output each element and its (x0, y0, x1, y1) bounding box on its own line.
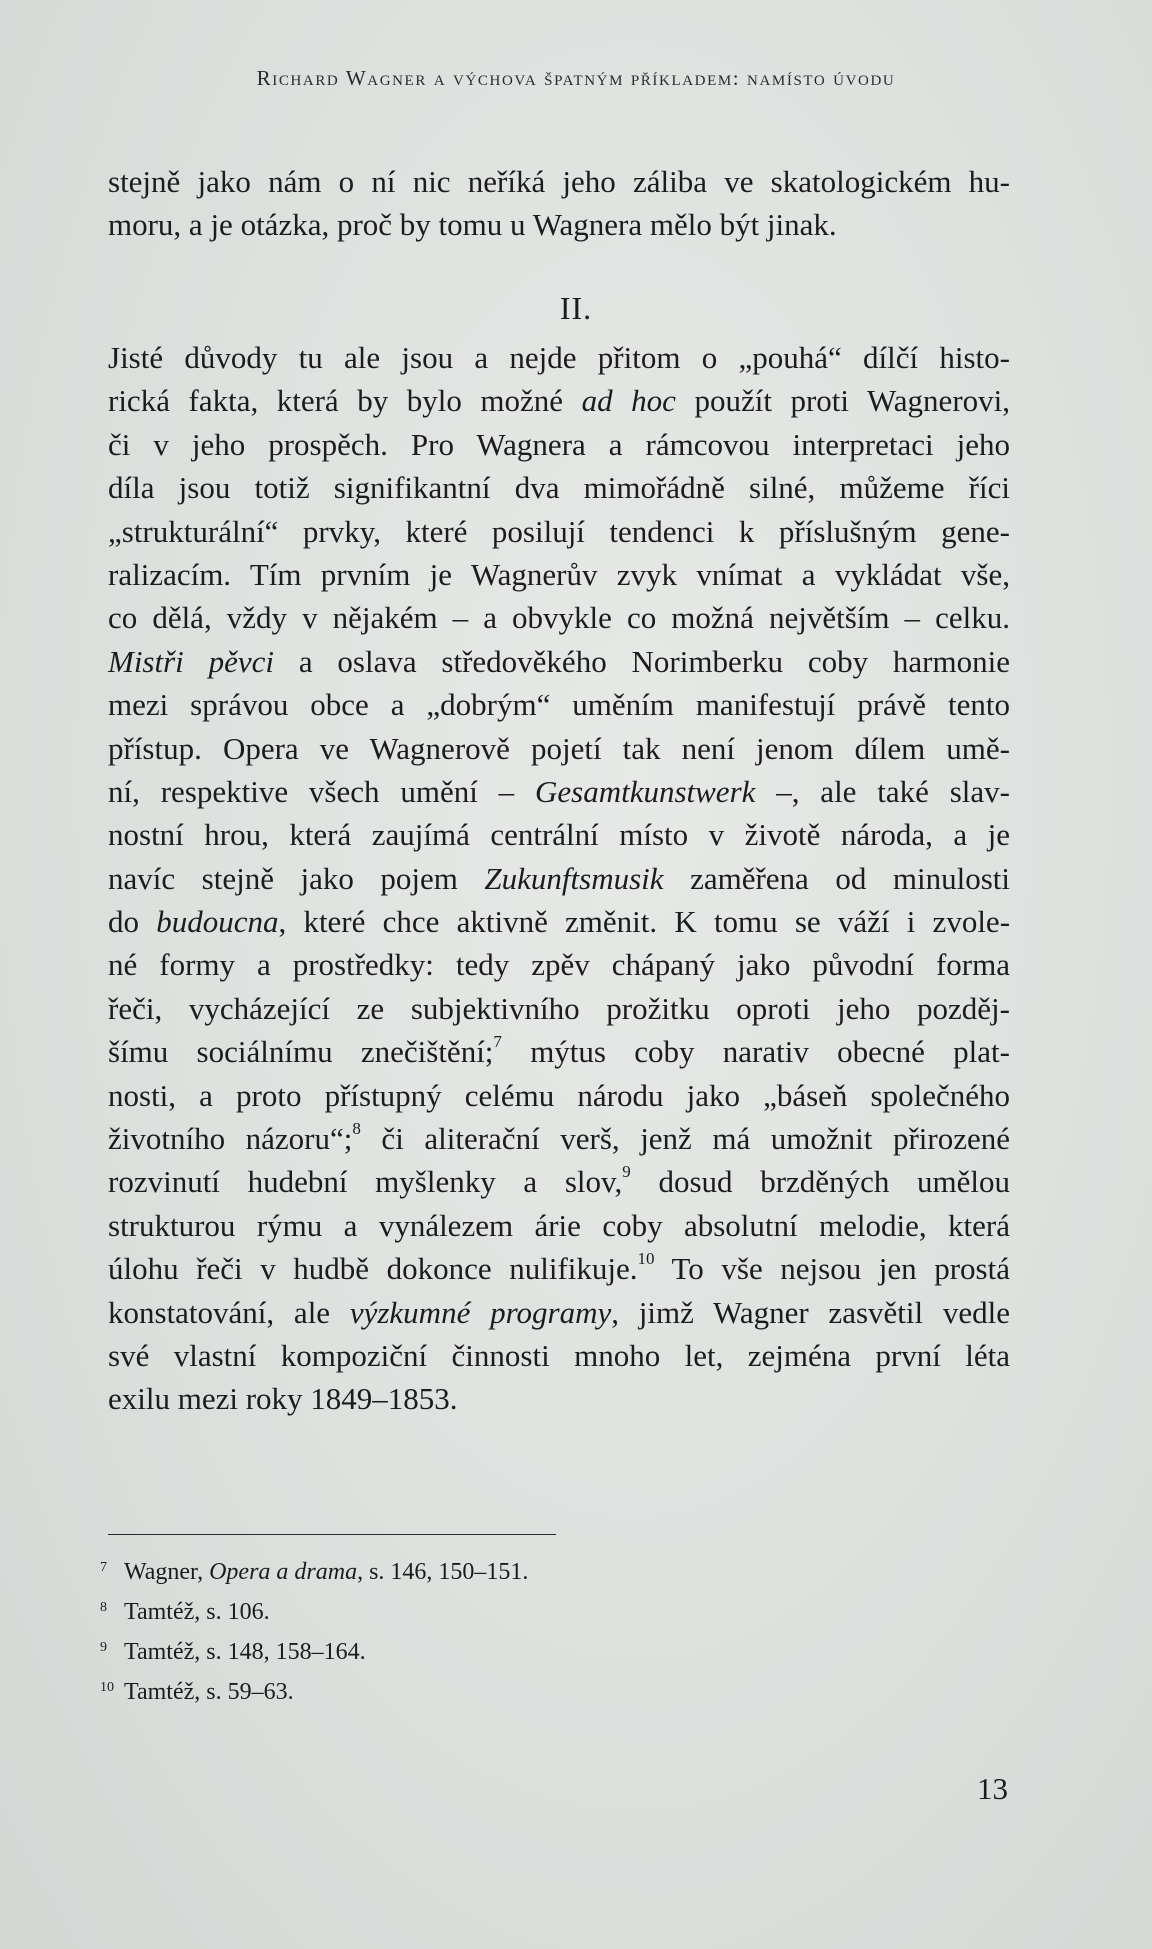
text-line (108, 379, 1010, 422)
text-run: životního názoru“; (108, 1121, 353, 1157)
text-line: mezi správou obce a „dobrým“ uměním manifestují právě tento (108, 687, 1010, 723)
text-run: , jimž Wagner zasvětil vedle (611, 1294, 1011, 1330)
page-number: 13 (977, 1771, 1008, 1806)
text-line: nosti, a proto přístupný celému národu jako „báseň společného (108, 1077, 1010, 1113)
italic-term: výzkumné programy (349, 1294, 612, 1330)
footnote-number: 9 (100, 1640, 107, 1655)
text-line: Jisté důvody tu ale jsou a nejde přitom o „pouhá“ dílčí histo- (108, 340, 1010, 375)
text-line: co dělá, vždy v nějakém – a obvykle co možná největším – celku. (108, 600, 1010, 636)
text-run: rická fakta, která by bylo možné (108, 383, 582, 419)
text-line: moru, a je otázka, proč by tomu u Wagnera mělo být jinak. (108, 207, 837, 243)
footnote-7 (100, 1554, 528, 1594)
footnotes (100, 1554, 528, 1714)
text-line (108, 640, 1010, 683)
text-run: dosud brzděných umělou (630, 1164, 1011, 1200)
text-line (108, 1291, 1010, 1334)
text-run: , které chce aktivně změnit. K tomu se váží i zvole- (278, 904, 1011, 940)
text-run: šímu sociálnímu znečištění; (108, 1034, 494, 1070)
text-line: strukturou rýmu a vynálezem árie coby absolutní melodie, která (108, 1207, 1010, 1243)
text-line (108, 770, 1010, 813)
footnote-ref[interactable]: 8 (352, 1118, 361, 1138)
footnote-number: 10 (100, 1680, 114, 1695)
text-run: použít proti Wagnerovi, (675, 383, 1010, 419)
text-run: do (108, 904, 157, 940)
footnote-8 (100, 1594, 528, 1634)
text-run: úlohu řeči v hudbě dokonce nulifikuje. (108, 1251, 638, 1287)
footnote-text: Tamtéž, s. 148, 158–164. (124, 1639, 366, 1665)
footnote-10 (100, 1674, 528, 1714)
footnote-ref[interactable]: 7 (493, 1031, 502, 1051)
text-line: né formy a prostředky: tedy zpěv chápaný jako původní forma (108, 947, 1010, 983)
text-line (108, 900, 1010, 943)
italic-title: Mistři pěvci (108, 643, 274, 679)
italic-term: Gesamtkunstwerk (534, 773, 756, 809)
text-run: –, ale také slav- (755, 773, 1010, 809)
text-run: či aliterační verš, jenž má umožnit přirozené (360, 1121, 1011, 1157)
text-run: To vše nejsou jen prostá (654, 1251, 1010, 1287)
text-run: Wagner, (124, 1559, 210, 1585)
main-paragraph (108, 336, 1010, 1421)
italic-term: budoucna (156, 904, 279, 940)
text-run: mýtus coby narativ obecné plat- (501, 1034, 1010, 1070)
footnote-ref[interactable]: 10 (637, 1248, 655, 1268)
text-run: a oslava středověkého Norimberku coby harmonie (274, 643, 1010, 679)
footnote-number: 8 (100, 1600, 107, 1615)
text-line (108, 1160, 1010, 1203)
text-line (108, 1117, 1010, 1160)
footnote-number: 7 (100, 1560, 107, 1575)
footnote-text: Tamtéž, s. 106. (124, 1599, 270, 1625)
text-run: ní, respektive všech umění – (108, 773, 535, 809)
italic-term: ad hoc (581, 383, 676, 419)
footnote-text (124, 1554, 528, 1590)
footnote-9 (100, 1634, 528, 1674)
running-head: Richard Wagner a výchova špatným příkladem: namísto úvodu (256, 66, 896, 90)
text-line: či v jeho prospěch. Pro Wagnera a rámcovou interpretaci jeho (108, 426, 1010, 462)
text-run: zaměřena od minulosti (663, 860, 1010, 896)
text-line: exilu mezi roky 1849–1853. (108, 1381, 458, 1417)
text-line: stejně jako nám o ní nic neříká jeho záliba ve skatologickém hu- (108, 164, 1010, 199)
text-run: navíc stejně jako pojem (108, 860, 485, 896)
text-line: nostní hrou, která zaujímá centrální místo v životě národa, a je (108, 817, 1010, 853)
footnote-divider (108, 1534, 556, 1535)
text-line: řeči, vycházející ze subjektivního prožitku oproti jeho pozděj- (108, 990, 1010, 1026)
footnote-ref[interactable]: 9 (622, 1162, 631, 1182)
text-line: přístup. Opera ve Wagnerově pojetí tak není jenom dílem umě- (108, 730, 1010, 766)
text-run: rozvinutí hudební myšlenky a slov, (108, 1164, 623, 1200)
text-line: ralizacím. Tím prvním je Wagnerův zvyk vnímat a vykládat vše, (108, 556, 1010, 592)
text-line (108, 857, 1010, 900)
section-heading: II. (559, 290, 593, 326)
opening-paragraph (108, 160, 1010, 247)
text-run: konstatování, ale (108, 1294, 350, 1330)
footnote-text: Tamtéž, s. 59–63. (124, 1679, 294, 1705)
text-line (108, 1247, 1010, 1290)
italic-term: Zukunftsmusik (484, 860, 664, 896)
text-line (108, 1030, 1010, 1073)
text-line: „strukturální“ prvky, které posilují tendenci k příslušným gene- (108, 513, 1010, 549)
text-line: své vlastní kompoziční činnosti mnoho let, zejména první léta (108, 1337, 1010, 1373)
text-line: díla jsou totiž signifikantní dva mimořádně silné, můžeme říci (108, 470, 1010, 506)
text-run: , s. 146, 150–151. (357, 1559, 529, 1585)
italic-title: Opera a drama (209, 1559, 358, 1585)
